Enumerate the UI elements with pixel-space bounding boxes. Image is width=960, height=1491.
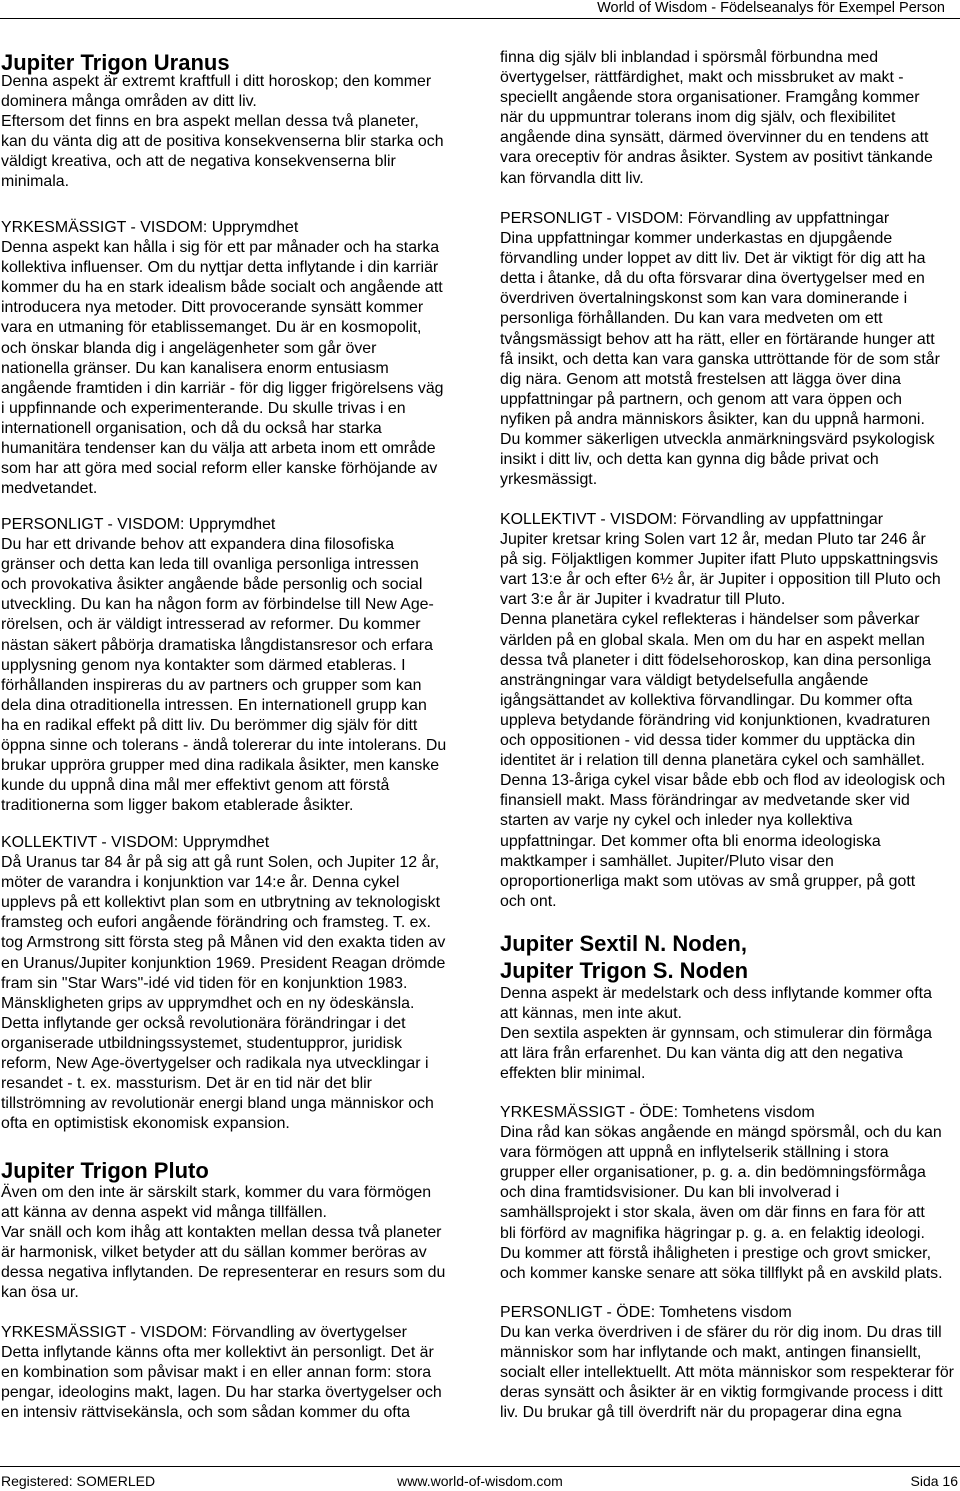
aspect-section — [500, 1303, 954, 1424]
left-column — [1, 0, 486, 1491]
aspect-section — [1, 1323, 442, 1423]
aspect-section — [500, 209, 940, 490]
aspect-section — [500, 1103, 943, 1284]
footer-page-number: Sida 16 — [910, 1473, 958, 1489]
aspect-heading: Jupiter Sextil N. Noden, Jupiter Trigon S. Noden — [500, 930, 749, 983]
aspect-section — [1, 833, 445, 1134]
section-text: Jupiter kretsar kring Solen vart 12 år, medan Pluto tar 246 år på sig. Följaktligen kommer Jupiter ifatt Pluto uppskattningsvis vart 13:e år och efter 6½ år, är Jupiter i opposition till Pluto och vart 3:e år är Jupiter i kvadratur till Pluto. Denna planetära cykel reflekteras i händelser som påverkar världen på en global skala. Men om du har en aspekt mellan dessa två planeter i ditt födelsehoroskop, kan dina personliga ansträngningar vara väldigt betydelsefulla angående igångsättandet av kollektiva förvandlingar. Du kommer ofta uppleva betydande förändring vid konjunktionen, kvadraturen och oppositionen - vid dessa tider kommer du upptäcka din identitet är i relation till denna planetära cykel och samhället. Denna 13-åriga cykel visar både ebb och flod av ideologisk och finansiell makt. Mass förändringar av medvetande sker vid starten av varje ny cykel och inleder nya kollektiva uppfattningar. Det kommer ofta bli enorma ideologiska maktkamper i samhället. Jupiter/Pluto visar den oproportionerliga makt som utövas av små grupper, på gott och ont. — [500, 531, 946, 910]
aspect-intro — [1, 72, 444, 193]
section-label: YRKESMÄSSIGT - ÖDE: Tomhetens visdom — [500, 1104, 815, 1121]
page-header-title: World of Wisdom - Födelseanalys för Exempel Person — [597, 0, 945, 16]
right-column — [500, 0, 960, 1491]
section-label: PERSONLIGT - ÖDE: Tomhetens visdom — [500, 1304, 792, 1321]
section-label: KOLLEKTIVT - VISDOM: Förvandling av uppfattningar — [500, 511, 884, 528]
aspect-heading: Jupiter Trigon Uranus — [1, 49, 230, 75]
footer-website: www.world-of-wisdom.com — [397, 1473, 563, 1489]
footer-registered: Registered: SOMERLED — [1, 1473, 156, 1489]
aspect-intro-text: Även om den inte är särskilt stark, kommer du vara förmögen att känna av denna aspekt vid många tillfällen. Var snäll och kom ihåg att kontakten mellan dessa två planeter är harmonisk, vilket betyder att du sällan kommer beröras av dessa negativa inflytanden. De representerar en resurs som du kan ösa ur. — [1, 1184, 446, 1302]
section-text: Du har ett drivande behov att expandera dina filosofiska gränser och detta kan leda till ovanliga personliga intressen och provokativa åsikter angående både personlig och social utveckling. Du kan ha någon form av förbindelse till New Age- rörelsen, och är väldigt intresserad av reformer. Du kommer nästan säkert påbörja dramatiska långdistansresor och erfara upplysning genom nya kontakter som därmed etableras. I förhållanden inspireras du av partners och grupper som kan dela dina otraditionella intressen. En internationell grupp kan ha en radikal effekt på ditt liv. Du berömmer dig själv för ditt öppna sinne och tolerans - ändå tolererar du inte intolerans. Du brukar uppröra grupper med dina radikala åsikter, men kanske kunde du uppnå dina mål mer effektivt genom att förstå traditionerna som ligger bakom etablerade åsikter. — [1, 536, 447, 815]
aspect-intro — [500, 984, 932, 1084]
section-label: YRKESMÄSSIGT - VISDOM: Förvandling av övertygelser — [1, 1324, 407, 1341]
aspect-intro — [1, 1183, 445, 1304]
aspect-section-continued — [500, 48, 933, 189]
section-text: Då Uranus tar 84 år på sig att gå runt Solen, och Jupiter 12 år, möter de varandra i konjunktion var 14:e år. Denna cykel upplevs på ett kollektivt plan som en utbrytning av teknologiskt framsteg och eufori angående förändring och framsteg. T. ex. tog Armstrong sitt första steg på Månen vid den exakta tiden av en Uranus/Jupiter konjunktion 1969. President Reagan drömde fram sin "Star Wars"-idé vid tiden för en konjunktion 1983. Mänskligheten grips av upprymdhet och en ny ödeskänsla. Detta inflytande ger också revolutionära förändringar i det organiserade utbildningssystemet, studentuppror, juridisk reform, New Age-övertygelser och radikala nya utvecklingar i resandet - t. ex. massturism. Det är en tid när det blir tillströmning av revolutionär energi bland unga människor och ofta en optimistisk ekonomisk expansion. — [1, 854, 446, 1133]
aspect-intro-text: Denna aspekt är extremt kraftfull i ditt horoskop; den kommer dominera många områden av ditt liv. Eftersom det finns en bra aspekt mellan dessa två planeter, kan du vänta dig att de positiva konsekvenserna blir starka och väldigt kreativa, och att de negativa konsekvenserna blir minimala. — [1, 73, 444, 191]
section-label: KOLLEKTIVT - VISDOM: Upprymdhet — [1, 834, 270, 851]
aspect-section — [500, 510, 945, 912]
section-text: Dina uppfattningar kommer underkastas en djupgående förvandling under loppet av ditt liv. Det är viktigt för dig att ha detta i åtanke, då du ofta försvarar dina övertygelser med en överdriven övertalningskonst som kan vara dominerande i personliga förhållanden. Du kan vara medveten om ett tvångsmässigt behov att ha rätt, eller en förtärande hunger att få insikt, och detta kan vara ganska uttröttande för de som står dig nära. Genom att motstå frestelsen att lägga över dina uppfattningar på partnern, och genom att vara öppen och nyfiken på andra människors åsikter, kan du uppnå harmoni. Du kommer säkerligen utveckla anmärkningsvärd psykologisk insikt i ditt liv, och detta kan gynna dig både privat och yrkesmässigt. — [500, 230, 940, 489]
section-label: YRKESMÄSSIGT - VISDOM: Upprymdhet — [1, 219, 299, 236]
footer-rule — [0, 1466, 960, 1467]
section-text: Detta inflytande känns ofta mer kollektivt än personligt. Det är en kombination som påvisar makt i en eller annan form: stora pengar, ideologins makt, lagen. Du har starka övertygelser och en intensiv rättvisekänsla, och som sådan kommer du ofta — [1, 1344, 442, 1422]
aspect-section — [1, 515, 446, 816]
aspect-section — [1, 218, 444, 499]
section-text-continued: finna dig själv bli inblandad i spörsmål förbundna med övertygelser, rättfärdighet, makt och missbruket av makt - speciellt angående stora organisationer. Framgång kommer när du uppmuntrar tolerans inom dig själv, och flexibilitet angående dina synsätt, därmed övervinner du en tendens att vara oreceptiv för andras åsikter. System av positivt tänkande kan förvandla ditt liv. — [500, 49, 933, 187]
aspect-intro-text: Denna aspekt är medelstark och dess inflytande kommer ofta att kännas, men inte akut. Den sextila aspekten är gynnsam, och stimulerar din förmåga att lära från erfarenhet. Du kan vänta dig att den negativa effekten blir minimal. — [500, 985, 932, 1083]
section-label: PERSONLIGT - VISDOM: Förvandling av uppfattningar — [500, 210, 890, 227]
section-text: Du kan verka överdriven i de sfärer du rör dig inom. Du dras till människor som har inflytande och makt, antingen finansiellt, socialt eller intellektuellt. Att möta människor som respekterar för deras synsätt och åsikter är en viktig formgivande process i ditt liv. Du brukar gå till överdrift när du propagerar dina egna — [500, 1324, 954, 1422]
section-text: Denna aspekt kan hålla i sig för ett par månader och ha starka kollektiva influenser. Om du nyttjar detta inflytande i din karriär kommer du ha en stark idealism både socialt och angående att introducera nya metoder. Ditt provocerande synsätt kommer vara en utmaning för etablissemanget. Du är en kosmopolit, och önskar blanda dig i angelägenheter som går över nationella gränser. Du kan kanalisera enorm entusiasm angående framtiden i din karriär - för dig ligger frigörelsens väg i uppfinnande och experimenterande. Du skulle trivas i en internationell organisation, och då du också har starka humanitära tendenser kan du välja att arbeta inom ett område som har att göra med social reform eller kanske förhöjande av medvetandet. — [1, 239, 444, 498]
aspect-heading: Jupiter Trigon Pluto — [1, 1157, 209, 1183]
section-text: Dina råd kan sökas angående en mängd spörsmål, och du kan vara förmögen att uppnå en inflytelserik ställning i stora grupper eller organisationer, p. g. a. din bedömningsförmåga och dina framtidsvisioner. Du kan bli involverad i samhällsprojekt i stor skala, även om där finns en fara för att bli förförd av magnifika hägringar p. g. a. en felaktig ideologi. Du kommer att förstå ihåligheten i prestige och grovt smicker, och kommer kanske senare att söka tillflykt på en avskild plats. — [500, 1124, 943, 1282]
section-label: PERSONLIGT - VISDOM: Upprymdhet — [1, 516, 276, 533]
